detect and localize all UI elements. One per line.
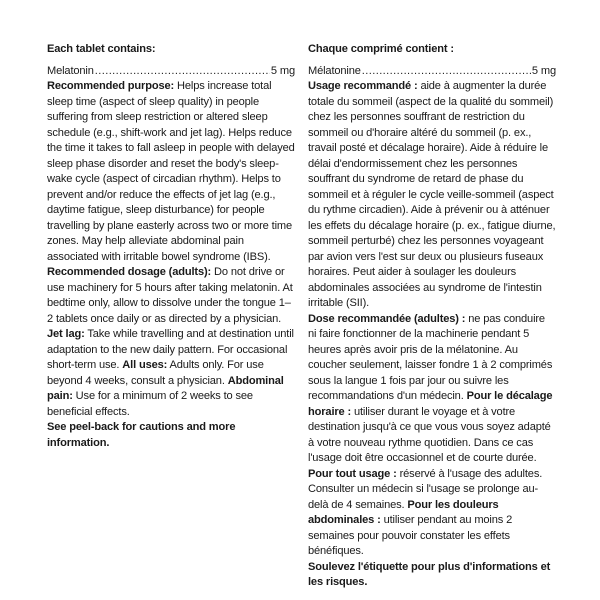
abdominal-text: Use for a minimum of 2 weeks to see beneficial effects. <box>47 390 253 418</box>
jetlag-text: Take while travelling and at destination until adaptation to the new daily pattern. For occasional short-term use. <box>47 328 294 371</box>
purpose-label: Recommended purpose: <box>47 80 175 92</box>
purpose-text: Helps increase total sleep time (aspect of sleep quality) in people suffering from sleep restriction or altered sleep schedule (e.g., shift-work and jet lag). Helps reduce the time it takes to fall asleep in people with delayed sleep phase disorder and reset the body's sleep-wake cycle (aspect of circadian rhythm). Helps to prevent and/or reduce the effects of jet lag (e.g., daytime fatigue, sleep disturbance) for people travelling by plane easterly across two or more time zones. May help alleviate abdominal pain associated with irritable bowel syndrome (IBS). <box>47 80 295 263</box>
purpose-paragraph <box>47 79 295 265</box>
alluses-label: All uses: <box>122 359 168 371</box>
peel-back-note: See peel-back for cautions and more information. <box>47 421 236 449</box>
jetlag-text-fr: utiliser durant le voyage et à votre destination jusqu'à ce que vous vous soyez adapté à votre nouveau rythme quotidien. Dans ce cas l'usage doit être occasionnel et de courte durée. <box>308 405 551 464</box>
jetlag-label-fr: Pour le décalage horaire : <box>308 390 553 418</box>
alluses-label-fr: Pour tout usage : <box>308 467 397 480</box>
french-column <box>308 42 556 591</box>
abdominal-label-fr: Pour les douleurs abdominales : <box>308 498 499 526</box>
jetlag-label: Jet lag: <box>47 328 85 340</box>
alluses-text: Adults only. For use beyond 4 weeks, consult a physician. <box>47 359 264 387</box>
dosage-paragraph-fr <box>308 312 556 560</box>
peel-back-note-fr: Soulevez l'étiquette pour plus d'informations et les risques. <box>308 560 551 588</box>
abdominal-text-fr: utiliser pendant au moins 2 semaines pour pouvoir constater les effets bénéfiques. <box>308 514 513 557</box>
dosage-text-fr: ne pas conduire ni faire fonctionner de la machinerie pendant 5 heures après avoir pris de la mélatonine. Au coucher seulement, laisser fondre 1 à 2 comprimés sous la langue 1 fois par jour ou suivre les recommandations d'un médecin. <box>308 312 553 402</box>
dot-leader-fr <box>362 64 531 80</box>
dot-leader <box>95 64 270 80</box>
dosage-text: Do not drive or use machinery for 5 hours after taking melatonin. At bedtime only, allow to dissolve under the tongue 1–2 tablets once daily or as directed by a physician. <box>47 266 293 325</box>
dosage-label: Recommended dosage (adults): <box>47 266 212 278</box>
ingredient-row-fr <box>308 64 556 80</box>
alluses-text-fr: réservé à l'usage des adultes. Consulter un médecin si l'usage se prolonge au-delà de 4 semaines. <box>308 467 543 511</box>
ingredient-row <box>47 64 295 80</box>
dosage-label-fr: Dose recommandée (adultes) : <box>308 312 466 325</box>
dosage-paragraph <box>47 265 295 420</box>
ingredient-name-fr: Mélatonine <box>308 64 361 77</box>
ingredient-amount-fr: 5 mg <box>531 64 556 77</box>
contents-heading: Each tablet contains: <box>47 43 156 55</box>
contents-heading-fr: Chaque comprimé contient : <box>308 43 454 55</box>
abdominal-label: Abdominal pain: <box>47 374 284 402</box>
ingredient-name: Melatonin <box>47 64 94 77</box>
ingredient-amount: 5 mg <box>270 64 295 77</box>
purpose-text-fr: aide à augmenter la durée totale du sommeil (aspect de la qualité du sommeil) chez les personnes souffrant de restriction du sommeil ou d'horaire altéré du sommeil (p. ex., travail posté et décalage horaire). Aide à réduire le délai d'endormissement chez les personnes souffrant du syndrome de retard de phase du sommeil et à réguler le cycle veille-sommeil (aspect du rythme circadien). Aide à prévenir ou à atténuer les effets du décalage horaire (p. ex., fatigue diurne, sommeil perturbé) chez les personnes voyageant par avion vers l'est sur deux ou plusieurs fuseaux horaires. Peut aider à soulager les douleurs abdominales associées au syndrome de l'intestin irritable (SII). <box>308 80 556 309</box>
purpose-label-fr: Usage recommandé : <box>308 80 418 92</box>
purpose-paragraph-fr <box>308 79 556 312</box>
english-column <box>47 42 295 451</box>
